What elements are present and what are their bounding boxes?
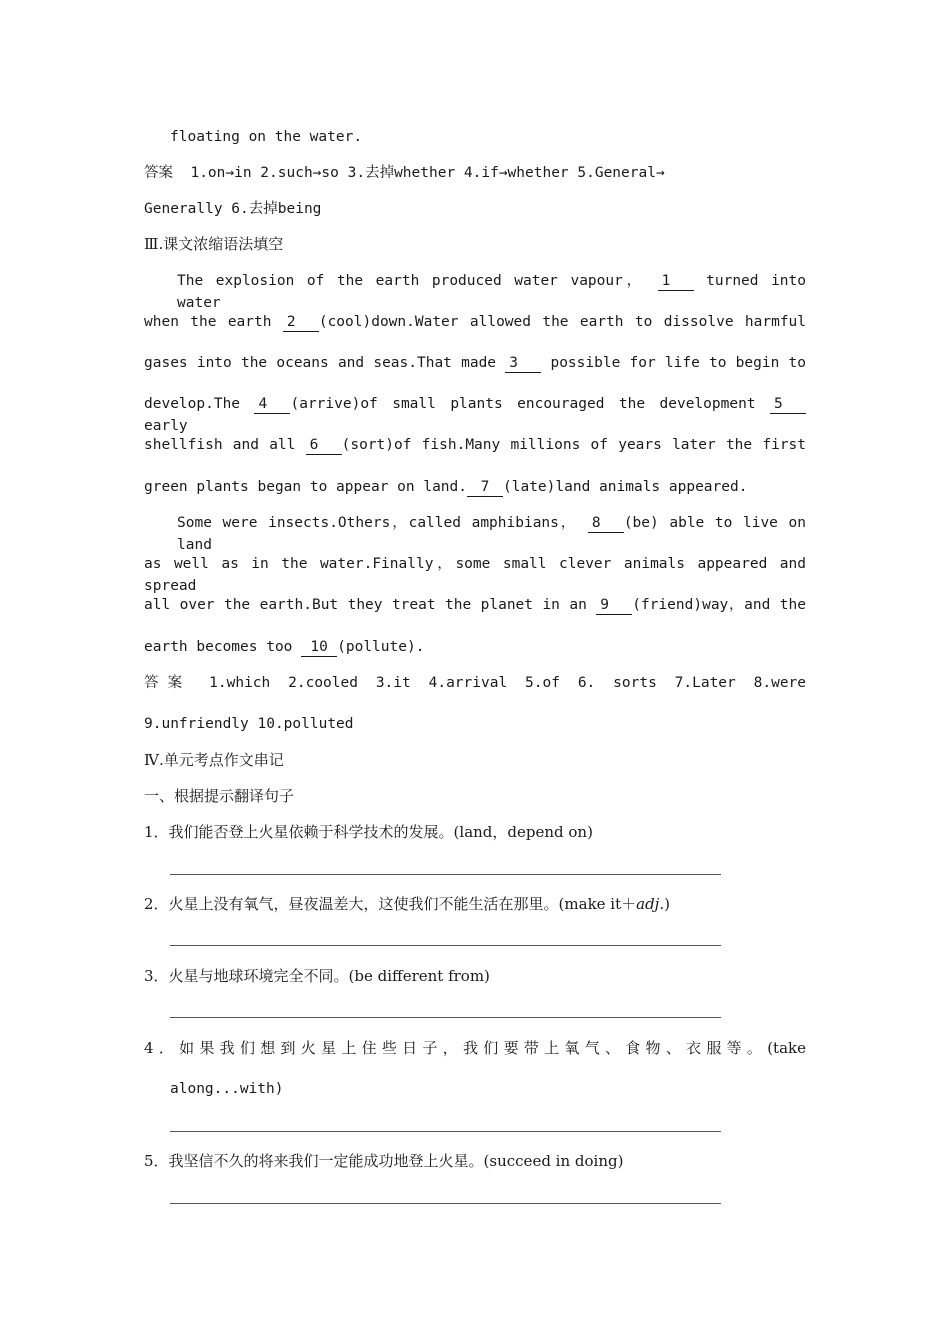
passage-line <box>177 512 806 556</box>
item-number: 5． <box>144 1152 169 1170</box>
passage-text: possible for life to begin to <box>550 355 806 371</box>
item-number: 2． <box>144 895 169 913</box>
translation-item-4-continued: along...with) <box>170 1081 284 1097</box>
passage-text: (friend)way，and the <box>632 597 806 613</box>
answer-line <box>144 162 665 184</box>
translation-item-1 <box>144 821 593 843</box>
item-prompt: 火星与地球环境完全不同。(be different from) <box>168 967 490 985</box>
blank-3[interactable]: 3 <box>505 354 541 373</box>
answer-writing-line-2[interactable] <box>170 945 721 946</box>
passage-line <box>177 270 806 314</box>
answer-label: 答案 <box>144 165 173 181</box>
passage-text: (be) able to live on land <box>177 515 806 553</box>
passage-line: as well as in the water.Finally，some small clever animals appeared and spread <box>144 556 806 594</box>
item-number: 3． <box>144 967 169 985</box>
item-prompt: 我坚信不久的将来我们一定能成功地登上火星。(succeed in doing) <box>168 1152 624 1170</box>
item-prompt-close: ) <box>664 895 670 913</box>
answer-writing-line-4[interactable] <box>170 1131 721 1132</box>
item-number: 1． <box>144 823 169 841</box>
passage-text: earth becomes too <box>144 639 293 655</box>
passage-text: early <box>144 418 188 434</box>
passage-line <box>144 352 806 374</box>
blank-4[interactable]: 4 <box>254 395 290 414</box>
answer-writing-line-3[interactable] <box>170 1017 721 1018</box>
passage-text: turned into water <box>177 273 806 311</box>
blank-5[interactable]: 5 <box>770 395 806 414</box>
blank-2[interactable]: 2 <box>283 313 319 332</box>
translation-item-3 <box>144 965 490 987</box>
blank-1[interactable]: 1 <box>658 272 694 291</box>
item-prompt: 我们能否登上火星依赖于科学技术的发展。(land，depend on) <box>168 823 593 841</box>
section-heading: Ⅳ.单元考点作文串记 <box>144 751 284 769</box>
answer-line <box>144 672 806 694</box>
blank-10[interactable]: 10 <box>301 638 337 657</box>
answer-label: 答案 <box>144 675 192 691</box>
blank-9[interactable]: 9 <box>596 596 632 615</box>
answer-text: 1.which 2.cooled 3.it 4.arrival 5.of 6. sorts 7.Later 8.were <box>209 675 807 691</box>
passage-text: gases into the oceans and seas.That made <box>144 355 497 371</box>
answer-text: 1.on→in 2.such→so 3.去掉whether 4.if→whether 5.General→ <box>190 165 665 181</box>
item-prompt: 火星上没有氧气，昼夜温差大，这使我们不能生活在那里。(make it＋ <box>168 895 637 913</box>
translation-item-5 <box>144 1150 623 1172</box>
passage-text: (cool)down.Water allowed the earth to dissolve harmful <box>318 314 807 330</box>
passage-text: The explosion of the earth produced water vapour， <box>177 273 646 289</box>
passage-text: shellfish and all <box>144 437 296 453</box>
passage-line <box>144 393 806 437</box>
item-prompt-italic: adj. <box>636 895 665 913</box>
passage-text: (arrive)of small plants encouraged the development <box>290 396 756 412</box>
passage-line <box>144 434 806 456</box>
passage-line <box>144 636 424 658</box>
passage-line <box>144 476 747 498</box>
passage-text: all over the earth.But they treat the planet in an <box>144 597 587 613</box>
subsection-heading: 一、根据提示翻译句子 <box>144 787 295 805</box>
blank-6[interactable]: 6 <box>306 436 342 455</box>
passage-tail-line: floating on the water. <box>170 129 363 145</box>
passage-text: when the earth <box>144 314 272 330</box>
answer-line-continued: 9.unfriendly 10.polluted <box>144 716 354 732</box>
answer-line-continued: Generally 6.去掉being <box>144 201 322 217</box>
blank-7[interactable]: 7 <box>467 478 503 497</box>
passage-text: green plants began to appear on land. <box>144 479 468 495</box>
translation-item-4 <box>144 1037 806 1059</box>
item-prompt: 如果我们想到火星上住些日子，我们要带上氧气、食物、衣服等。(take <box>179 1039 806 1057</box>
answer-writing-line-5[interactable] <box>170 1203 721 1204</box>
passage-line <box>144 311 806 333</box>
translation-item-2 <box>144 893 670 915</box>
passage-text: (late)land animals appeared. <box>503 479 748 495</box>
answer-writing-line-1[interactable] <box>170 874 721 875</box>
section-heading: Ⅲ.课文浓缩语法填空 <box>144 235 284 253</box>
passage-text: develop.The <box>144 396 241 412</box>
item-number: 4． <box>144 1039 180 1057</box>
passage-text: (pollute). <box>337 639 425 655</box>
passage-text: (sort)of fish.Many millions of years later the first <box>341 437 807 453</box>
passage-text: Some were insects.Others，called amphibians， <box>177 515 578 531</box>
passage-line <box>144 594 806 616</box>
blank-8[interactable]: 8 <box>588 514 624 533</box>
